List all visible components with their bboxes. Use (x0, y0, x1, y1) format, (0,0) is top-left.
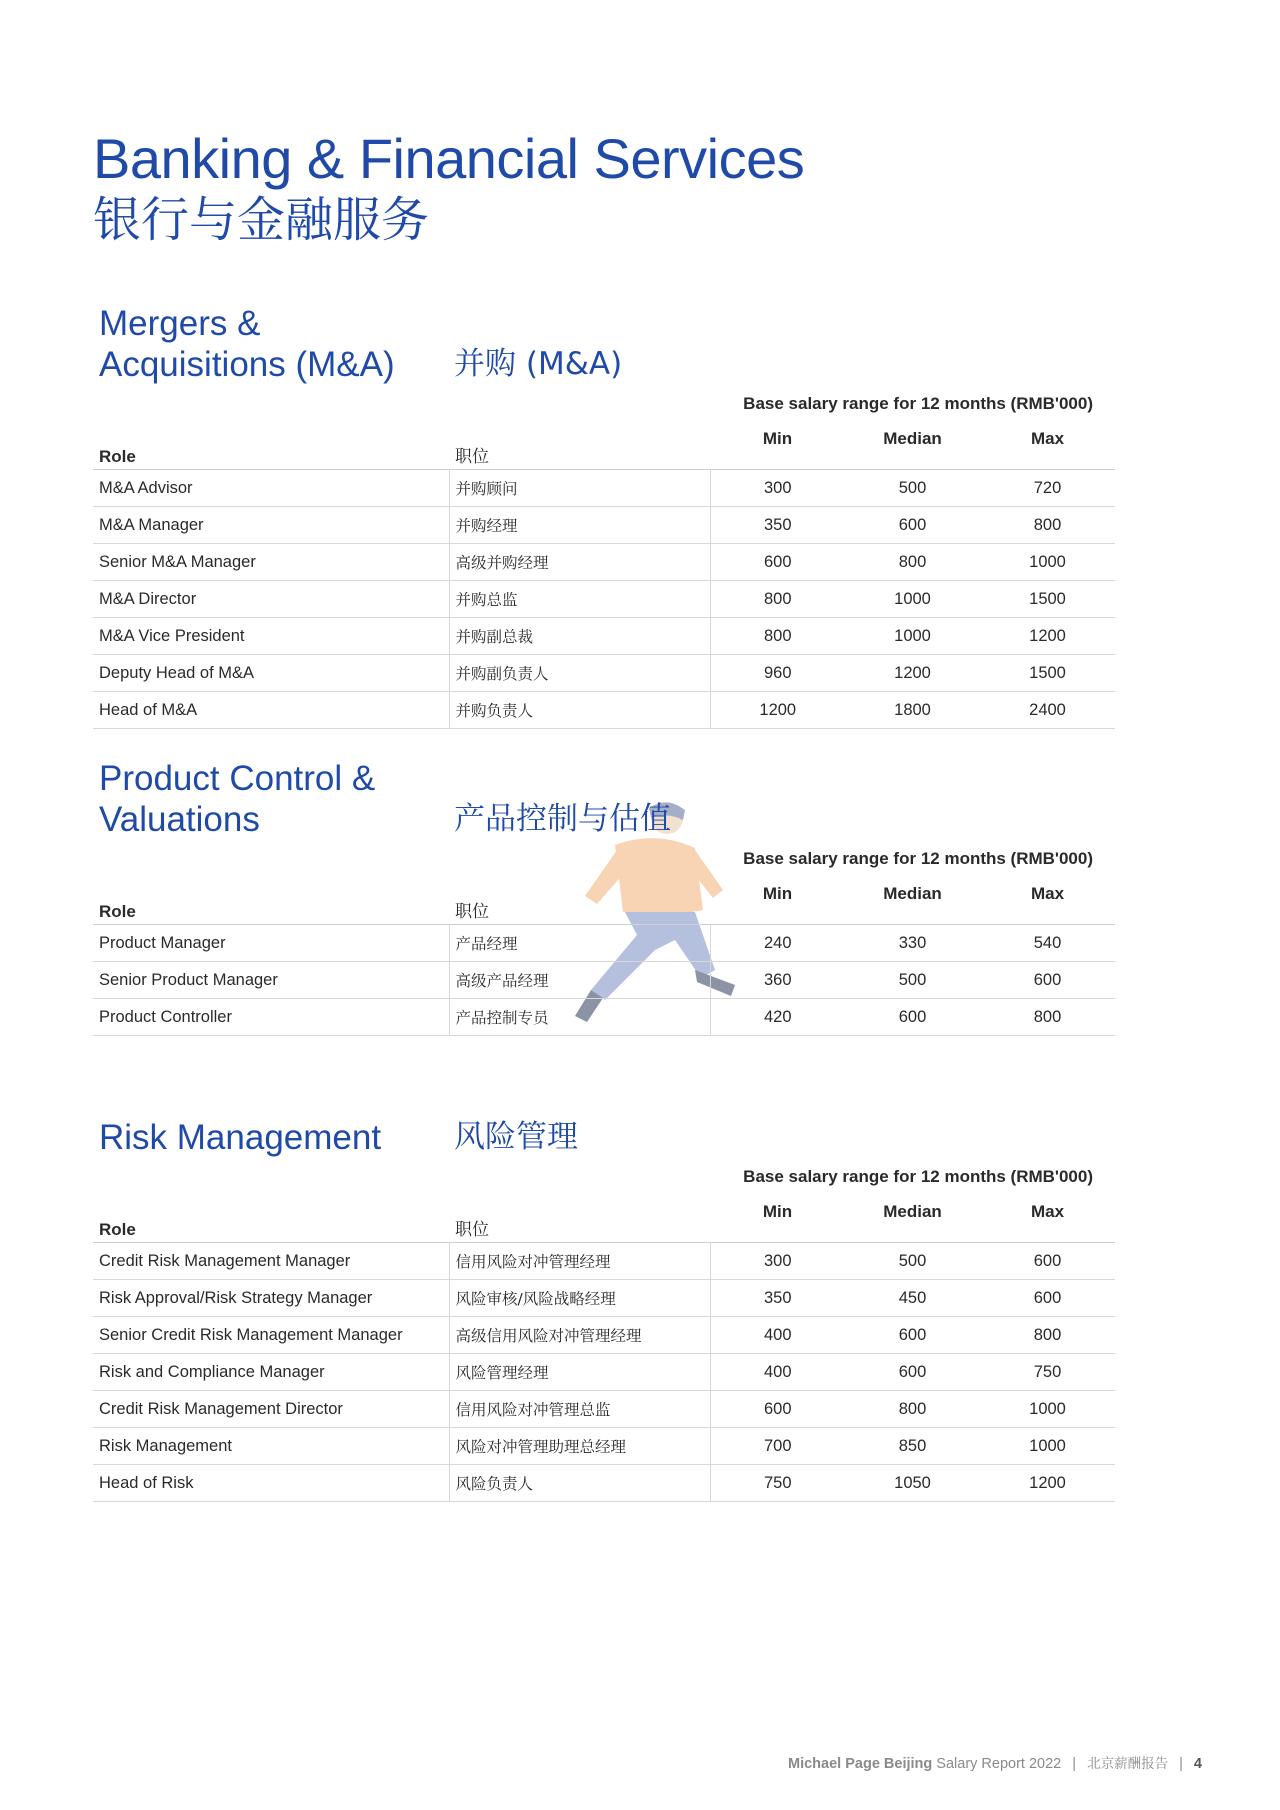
role-cn-cell: 风险负责人 (449, 1465, 710, 1502)
role-cn-cell: 信用风险对冲管理经理 (449, 1243, 710, 1280)
min-cell: 600 (710, 1391, 845, 1428)
role-cn-cell: 产品经理 (449, 925, 710, 962)
section-risk-management (93, 1078, 1115, 1502)
table-row (93, 655, 1115, 692)
page-footer (788, 1752, 1202, 1772)
min-cell: 400 (710, 1354, 845, 1391)
min-cell: 1200 (710, 692, 845, 729)
header-role-cn: 职位 (449, 1198, 710, 1243)
page-title-en: Banking & Financial Services (93, 127, 805, 190)
role-cell: Product Controller (93, 999, 449, 1036)
min-cell: 240 (710, 925, 845, 962)
role-cell: Credit Risk Management Director (93, 1391, 449, 1428)
min-cell: 400 (710, 1317, 845, 1354)
table-row (93, 1243, 1115, 1280)
median-cell: 600 (845, 1354, 980, 1391)
role-cell: Risk Approval/Risk Strategy Manager (93, 1280, 449, 1317)
max-cell: 600 (980, 1243, 1115, 1280)
header-role: Role (93, 425, 449, 470)
role-cn-cell: 并购负责人 (449, 692, 710, 729)
table-row (93, 962, 1115, 999)
min-cell: 750 (710, 1465, 845, 1502)
salary-table (93, 425, 1115, 729)
header-role: Role (93, 1198, 449, 1243)
footer-separator: | (1179, 1756, 1183, 1772)
median-cell: 600 (845, 1317, 980, 1354)
table-header-row (93, 425, 1115, 470)
role-cn-cell: 并购顾问 (449, 470, 710, 507)
section-header (93, 305, 1115, 389)
salary-range-label: Base salary range for 12 months (RMB'000) (743, 1167, 1093, 1186)
max-cell: 1000 (980, 544, 1115, 581)
role-cell: M&A Vice President (93, 618, 449, 655)
min-cell: 300 (710, 1243, 845, 1280)
min-cell: 350 (710, 507, 845, 544)
min-cell: 600 (710, 544, 845, 581)
role-cn-cell: 并购经理 (449, 507, 710, 544)
median-cell: 330 (845, 925, 980, 962)
max-cell: 540 (980, 925, 1115, 962)
header-median: Median (845, 425, 980, 470)
role-cn-cell: 风险对冲管理助理总经理 (449, 1428, 710, 1465)
role-cn-cell: 风险审核/风险战略经理 (449, 1280, 710, 1317)
header-min: Min (710, 880, 845, 925)
table-row (93, 1465, 1115, 1502)
min-cell: 700 (710, 1428, 845, 1465)
role-cell: Head of M&A (93, 692, 449, 729)
max-cell: 1200 (980, 618, 1115, 655)
section-title-cn: 并购 (M&A) (454, 346, 623, 382)
role-cn-cell: 并购副负责人 (449, 655, 710, 692)
min-cell: 800 (710, 618, 845, 655)
table-row (93, 470, 1115, 507)
table-row (93, 692, 1115, 729)
role-cell: Senior M&A Manager (93, 544, 449, 581)
median-cell: 1000 (845, 581, 980, 618)
min-cell: 800 (710, 581, 845, 618)
header-median: Median (845, 880, 980, 925)
header-role-cn: 职位 (449, 880, 710, 925)
role-cn-cell: 高级产品经理 (449, 962, 710, 999)
median-cell: 600 (845, 999, 980, 1036)
max-cell: 800 (980, 999, 1115, 1036)
median-cell: 850 (845, 1428, 980, 1465)
header-max: Max (980, 1198, 1115, 1243)
table-row (93, 1280, 1115, 1317)
role-cell: Product Manager (93, 925, 449, 962)
table-row (93, 1317, 1115, 1354)
median-cell: 1050 (845, 1465, 980, 1502)
max-cell: 800 (980, 1317, 1115, 1354)
page-number: 4 (1193, 1756, 1202, 1772)
median-cell: 800 (845, 1391, 980, 1428)
median-cell: 500 (845, 1243, 980, 1280)
section-title-cn: 产品控制与估值 (454, 801, 671, 837)
min-cell: 350 (710, 1280, 845, 1317)
role-cell: M&A Manager (93, 507, 449, 544)
section-title-cn: 风险管理 (454, 1119, 578, 1155)
section-mergers-acquisitions (93, 305, 1115, 729)
median-cell: 800 (845, 544, 980, 581)
header-min: Min (710, 425, 845, 470)
max-cell: 720 (980, 470, 1115, 507)
salary-table (93, 880, 1115, 1036)
median-cell: 1800 (845, 692, 980, 729)
table-row (93, 1428, 1115, 1465)
max-cell: 1000 (980, 1391, 1115, 1428)
max-cell: 1000 (980, 1428, 1115, 1465)
median-cell: 1200 (845, 655, 980, 692)
max-cell: 800 (980, 507, 1115, 544)
header-max: Max (980, 425, 1115, 470)
role-cell: Credit Risk Management Manager (93, 1243, 449, 1280)
header-median: Median (845, 1198, 980, 1243)
role-cell: Risk and Compliance Manager (93, 1354, 449, 1391)
median-cell: 600 (845, 507, 980, 544)
header-min: Min (710, 1198, 845, 1243)
role-cell: Senior Product Manager (93, 962, 449, 999)
max-cell: 2400 (980, 692, 1115, 729)
max-cell: 1200 (980, 1465, 1115, 1502)
role-cn-cell: 信用风险对冲管理总监 (449, 1391, 710, 1428)
max-cell: 1500 (980, 581, 1115, 618)
max-cell: 600 (980, 962, 1115, 999)
role-cn-cell: 产品控制专员 (449, 999, 710, 1036)
header-max: Max (980, 880, 1115, 925)
role-cell: Senior Credit Risk Management Manager (93, 1317, 449, 1354)
role-cn-cell: 并购副总裁 (449, 618, 710, 655)
section-header (93, 1078, 1115, 1162)
salary-range-label: Base salary range for 12 months (RMB'000) (743, 394, 1093, 413)
section-title-en: Mergers & Acquisitions (M&A) (99, 304, 395, 384)
min-cell: 300 (710, 470, 845, 507)
role-cell: Risk Management (93, 1428, 449, 1465)
header-role: Role (93, 880, 449, 925)
role-cell: Head of Risk (93, 1465, 449, 1502)
table-row (93, 1354, 1115, 1391)
max-cell: 600 (980, 1280, 1115, 1317)
min-cell: 360 (710, 962, 845, 999)
table-row (93, 1391, 1115, 1428)
footer-separator: | (1072, 1756, 1077, 1772)
table-row (93, 507, 1115, 544)
max-cell: 1500 (980, 655, 1115, 692)
min-cell: 420 (710, 999, 845, 1036)
footer-report: Salary Report 2022 (936, 1756, 1062, 1772)
min-cell: 960 (710, 655, 845, 692)
role-cn-cell: 风险管理经理 (449, 1354, 710, 1391)
section-title-en: Product Control & Valuations (99, 759, 376, 839)
table-row (93, 999, 1115, 1036)
table-header-row (93, 880, 1115, 925)
table-row (93, 544, 1115, 581)
role-cn-cell: 高级信用风险对冲管理经理 (449, 1317, 710, 1354)
role-cell: Deputy Head of M&A (93, 655, 449, 692)
role-cn-cell: 高级并购经理 (449, 544, 710, 581)
salary-table (93, 1198, 1115, 1502)
median-cell: 500 (845, 962, 980, 999)
median-cell: 500 (845, 470, 980, 507)
table-row (93, 618, 1115, 655)
role-cn-cell: 并购总监 (449, 581, 710, 618)
median-cell: 450 (845, 1280, 980, 1317)
page-title (93, 128, 804, 246)
section-title-en: Risk Management (99, 1118, 382, 1157)
median-cell: 1000 (845, 618, 980, 655)
section-product-control-valuations (93, 760, 1115, 1036)
max-cell: 750 (980, 1354, 1115, 1391)
page-title-cn: 银行与金融服务 (93, 191, 430, 248)
footer-report-cn: 北京薪酬报告 (1087, 1756, 1169, 1772)
table-header-row (93, 1198, 1115, 1243)
role-cell: M&A Advisor (93, 470, 449, 507)
table-row (93, 581, 1115, 618)
header-role-cn: 职位 (449, 425, 710, 470)
role-cell: M&A Director (93, 581, 449, 618)
salary-range-label: Base salary range for 12 months (RMB'000) (743, 849, 1093, 868)
footer-brand: Michael Page Beijing (788, 1756, 933, 1772)
table-row (93, 925, 1115, 962)
section-header (93, 760, 1115, 844)
